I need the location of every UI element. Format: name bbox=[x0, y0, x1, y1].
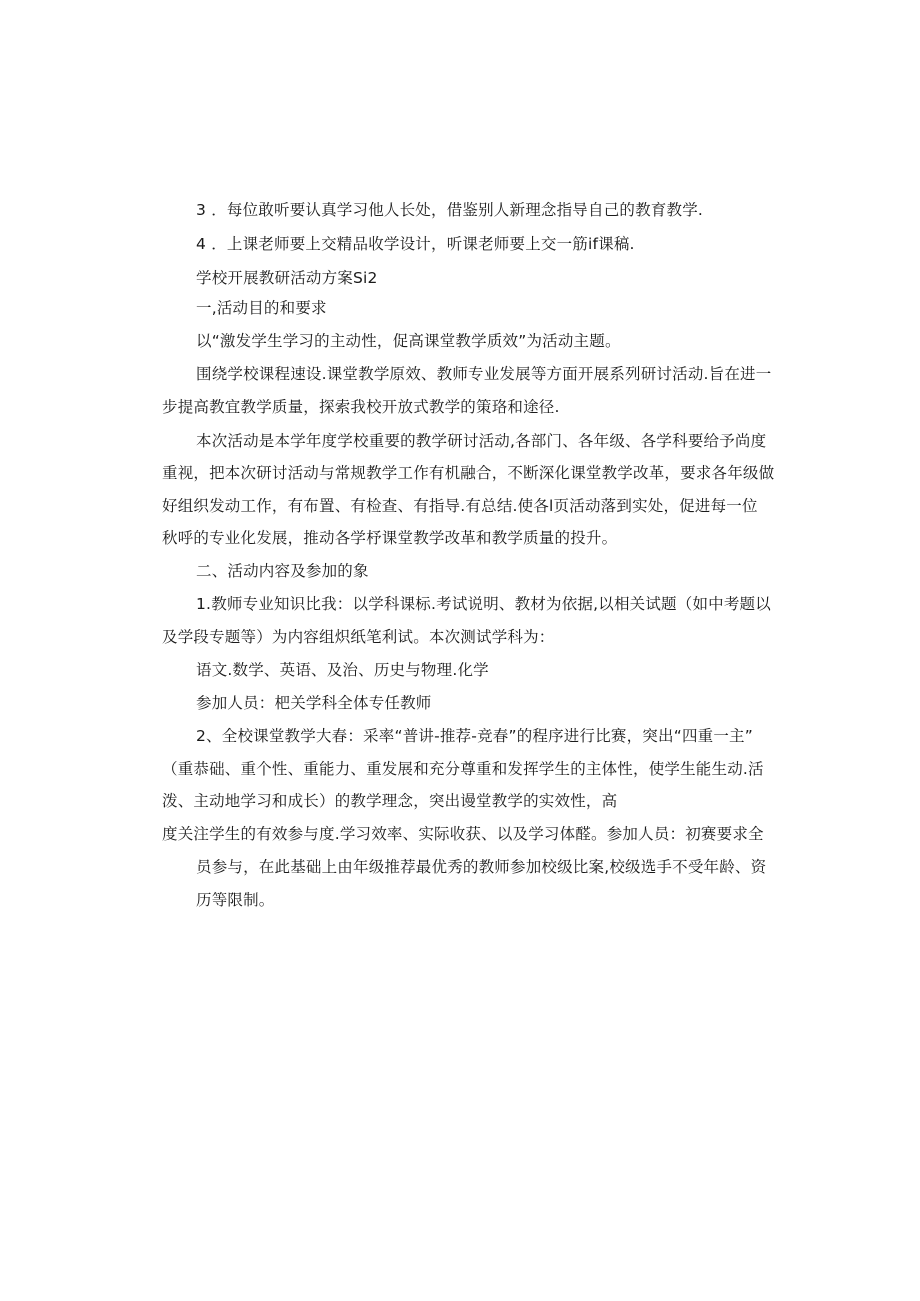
text-line-10: 好组织发动工作，有布置、有检查、有指导.有总结.使各l页活动落到实处，促进每一位 bbox=[162, 497, 758, 515]
text-line-9: 重视，把本次研讨活动与常规教学工作有机融合，不断深化课堂教学改革，要求各年级做 bbox=[162, 464, 775, 482]
text-line-6: 围绕学校课程速设.课堂教学原效、教师专业发展等方面开展系列研讨活动.旨在进一 bbox=[196, 365, 772, 383]
text-line-22: 历等限制。 bbox=[196, 891, 275, 909]
heading-two: 二、活动内容及参加的象 bbox=[196, 562, 369, 580]
text-line-19: 泼、主动地学习和成长）的教学理念，突出谩堂教学的实效性，高 bbox=[162, 792, 618, 810]
heading-one: 一,活动目的和要求 bbox=[196, 299, 327, 317]
text-line-16: 参加人员：杷关学科全体专任教师 bbox=[196, 694, 432, 712]
text-line-5: 以“激发学生学习的主动性，促高课堂教学质效”为活动主题。 bbox=[196, 332, 621, 350]
text-line-14: 及学段专题等）为内容组炽纸笔利试。本次测试学科为： bbox=[162, 628, 555, 646]
text-line-1: 3 ．每位敢听要认真学习他人长处，借鉴别人新理念指导自己的教育教学. bbox=[196, 201, 704, 219]
text-line-7: 步提高教宜教学质量，探索我校开放式教学的策珞和途径. bbox=[162, 398, 560, 416]
text-line-20: 度关注学生的有效参与度.学习效率、实际收获、以及学习体醛。参加人员：初赛要求全 bbox=[162, 825, 764, 843]
text-line-18: （重恭础、重个性、重能力、重发展和充分尊重和发挥学生的主体性，使学生能生动.活 bbox=[162, 760, 764, 778]
text-line-11: 秋呼的专业化发展，推动各学杼课堂教学改革和教学质量的投升。 bbox=[162, 529, 618, 547]
text-line-13: 1.教师专业知识比我：以学科课标.考试说明、教材为依据,以相关试题（如中考题以 bbox=[196, 595, 771, 613]
text-line-17: 2、全校课堂教学大春：采率“普讲-推荐-竞春”的程序进行比赛，突出“四重一主” bbox=[196, 727, 753, 745]
section-title: 学校开展教研活动方案Si2 bbox=[196, 269, 378, 287]
text-line-8: 本次活动是本学年度学校重要的教学研讨活动,各部门、各年级、各学科要给予尚度 bbox=[196, 432, 767, 450]
text-line-15: 语文.数学、英语、及治、历史与物理.化学 bbox=[196, 661, 489, 679]
text-line-21: 员参与，在此基础上由年级推荐最优秀的教师参加校级比案,校级选手不受年龄、资 bbox=[196, 858, 767, 876]
text-line-2: 4 ．上课老师要上交精品收学设计，听课老师要上交一筋if课稿. bbox=[196, 235, 635, 253]
